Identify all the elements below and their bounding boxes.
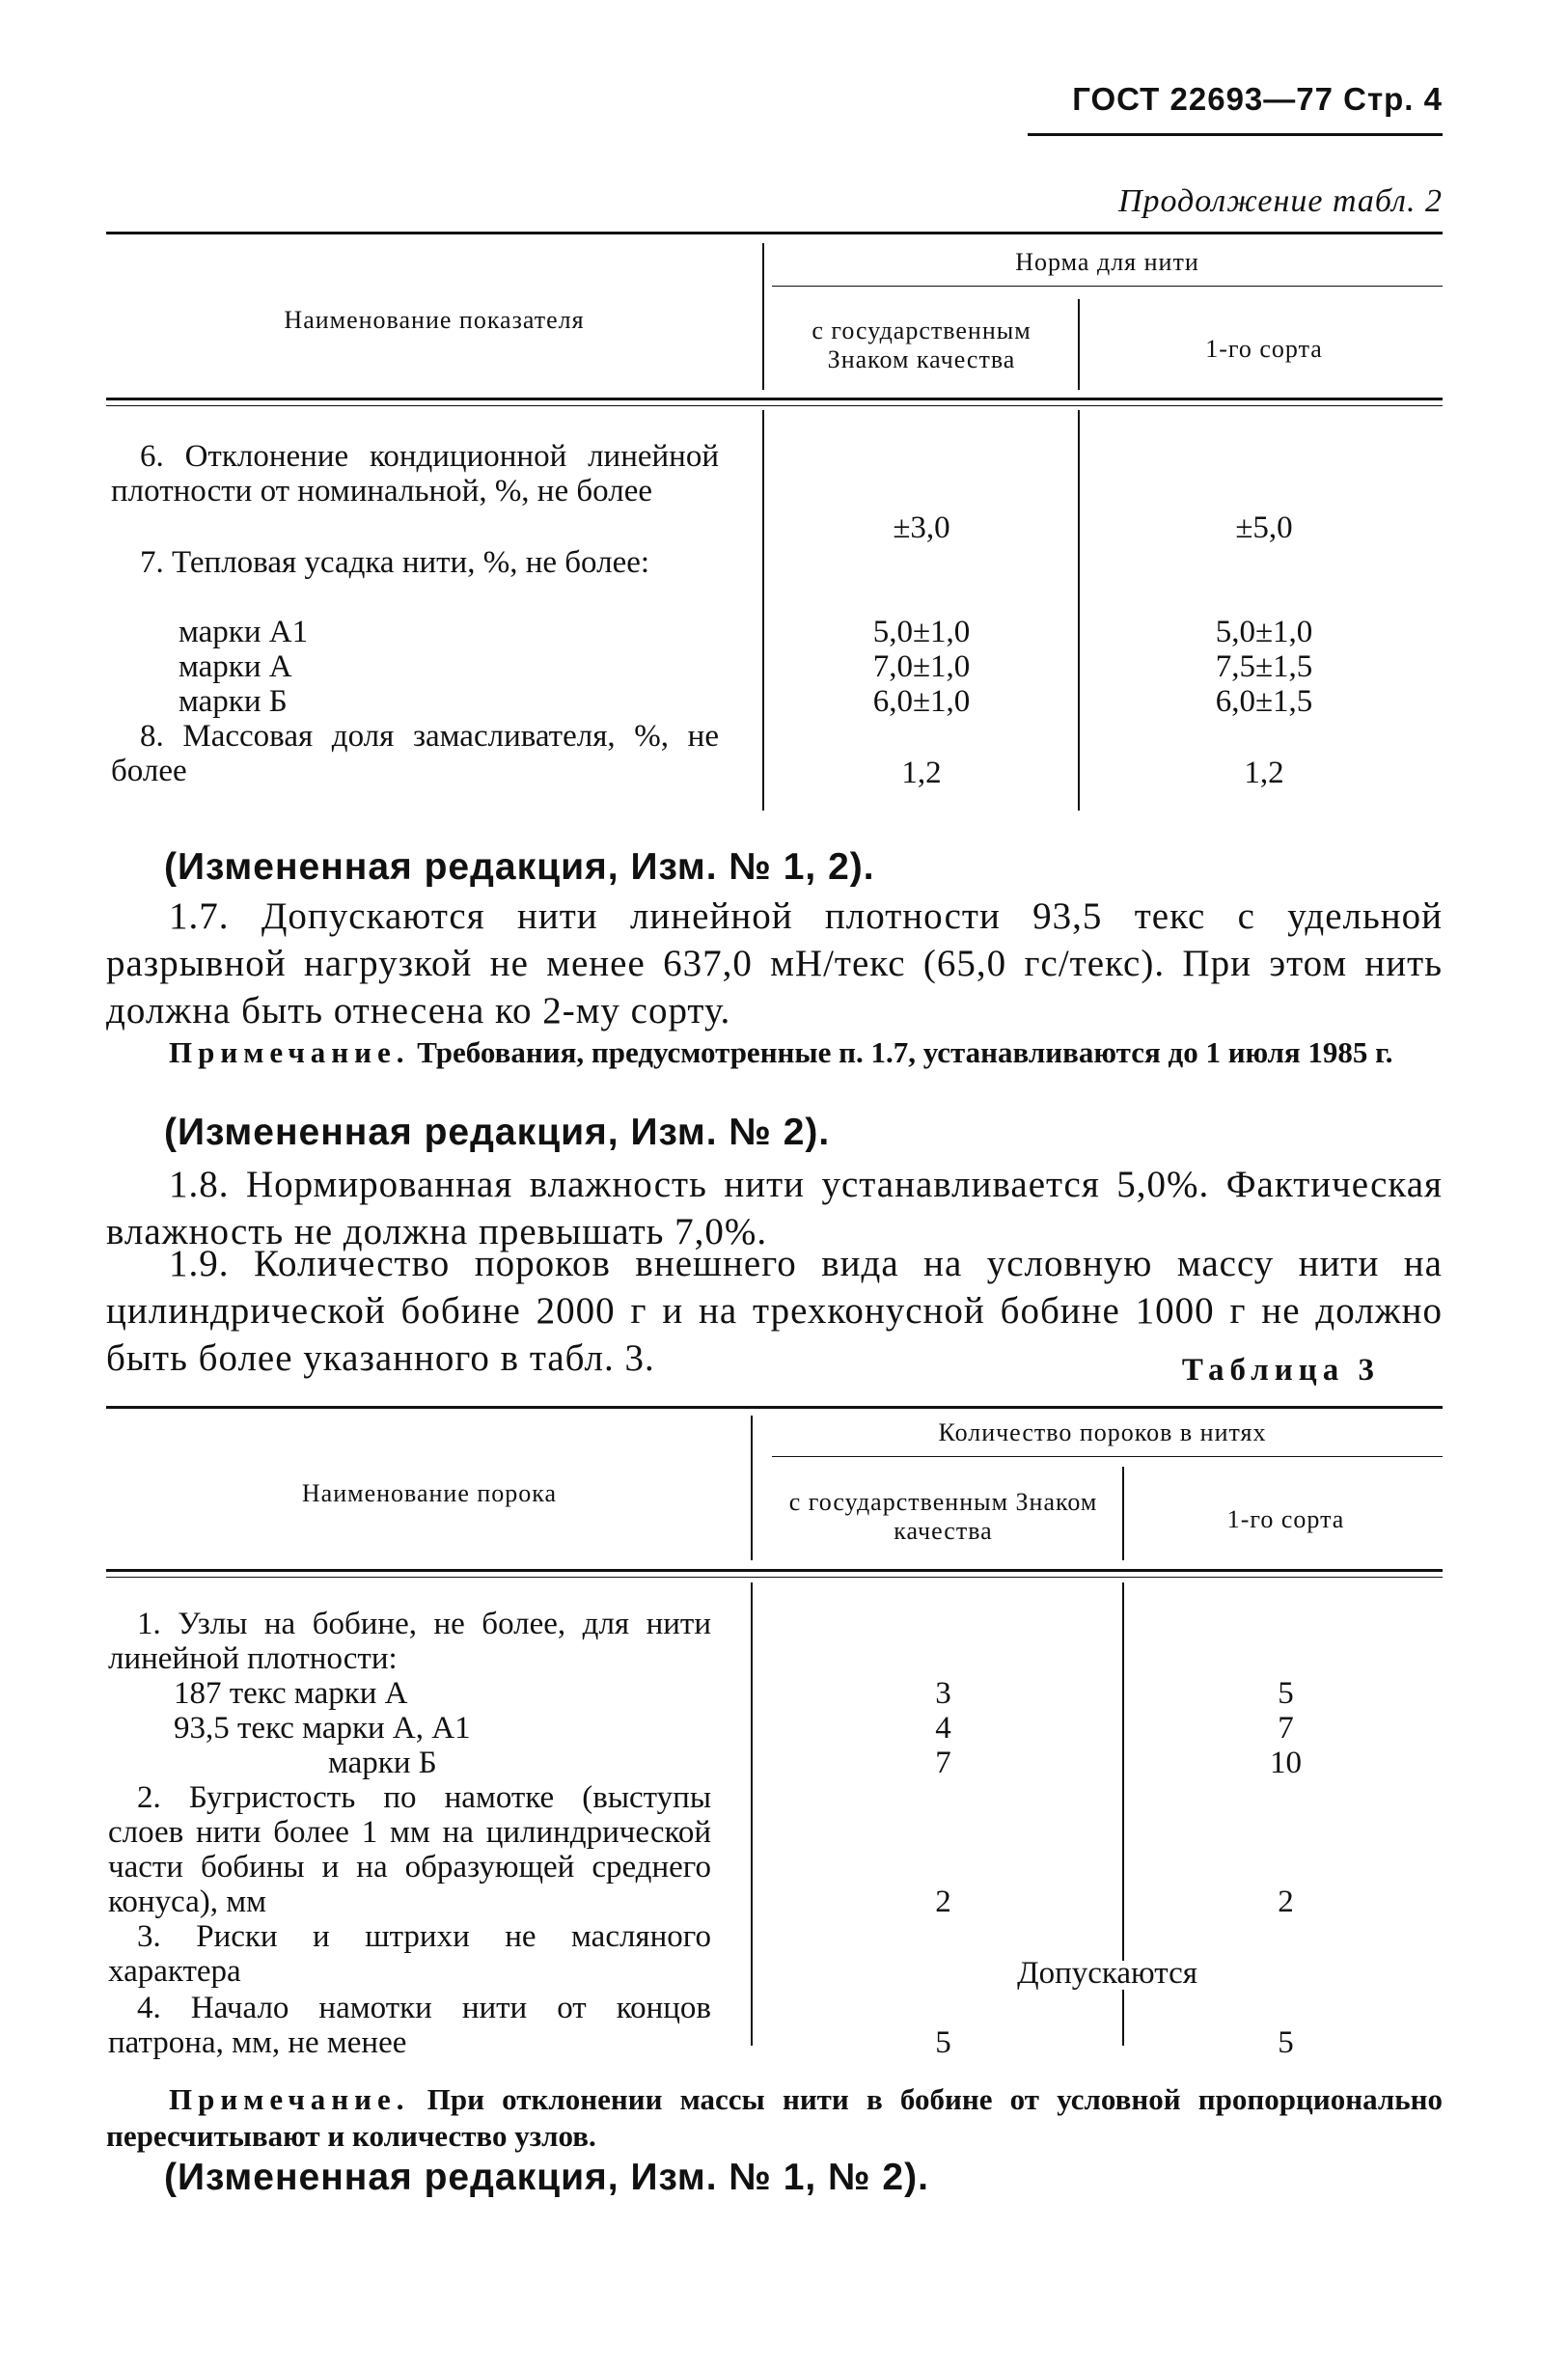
table2-vline-body2 [1078,410,1080,811]
table2-vline-head [762,243,764,390]
table2-vline-sub [1078,299,1080,390]
table2-group-header: Норма для нити [1015,248,1199,276]
table3-row-name: 3. Риски и штрихи не масляного характера [108,1919,711,1989]
table3-vline-body2a [1122,1582,1124,1961]
table3-vline-body1 [751,1582,753,2046]
table2-row-name: 8. Массовая доля замасливателя, %, не более [111,719,719,788]
table2-col-quality: с государственным Знаком качества [812,316,1032,373]
table2-row-grade1: 6,0±1,5 [1215,684,1313,719]
table3-top-rule [106,1406,1443,1409]
note-2-label: Примечание. [169,2082,410,2116]
edit-note-2: (Измененная редакция, Изм. № 2). [164,1112,831,1153]
table3-group-header: Количество пороков в нитях [938,1418,1267,1446]
table3-vline-sub [1122,1467,1124,1560]
table2-row-name: 6. Отклонение кондиционной линейной плотности от номинальной, %, не более [111,439,719,509]
header-rule [1028,133,1443,136]
table2-row-name: марки А [179,649,292,684]
page-header: ГОСТ 22693—77 Стр. 4 [1072,81,1443,117]
edit-note-1: (Измененная редакция, Изм. № 1, 2). [164,846,875,888]
table3-col-grade1: 1-го сорта [1226,1505,1345,1533]
table2-vline-body1 [762,410,764,811]
table3-row-merged: Допускаются [1017,1956,1197,1991]
table3-row-name: 187 текс марки А [174,1676,408,1711]
table2-row-name: 7. Тепловая усадка нити, %, не более: [140,545,650,580]
paragraph-1-8: 1.8. Нормированная влажность нити устанавливается 5,0%. Фактическая влажность не должна превышать 7,0%. [106,1164,1443,1252]
table3-row-name: 93,5 текс марки А, А1 [174,1711,471,1746]
table3-row-quality: 3 [935,1676,951,1711]
table3-row-name: 4. Начало намотки нити от концов патрона, мм, не менее [108,1991,711,2060]
edit-note-3: (Измененная редакция, Изм. № 1, № 2). [164,2157,929,2198]
table3-row-grade1: 5 [1278,1676,1294,1711]
table3-row-grade1: 5 [1278,2025,1294,2060]
table3-label: Таблица 3 [1181,1353,1380,1388]
table3-row-name: 1. Узлы на бобине, не более, для нити линейной плотности: [108,1607,711,1676]
table2-group-rule [772,286,1443,287]
table2-row-grade1: 1,2 [1244,756,1284,790]
table2-row-grade1: ±5,0 [1235,510,1293,545]
table2-row-grade1: 7,5±1,5 [1215,649,1313,684]
table3-vline-head [751,1416,753,1560]
table2-row-grade1: 5,0±1,0 [1215,615,1313,649]
table3-head-rule2 [106,1577,1443,1578]
table2-row-name: марки Б [179,684,288,719]
table3-row-grade1: 2 [1278,1885,1294,1919]
table3-row-quality: 4 [935,1711,951,1746]
table2-row-name: марки А1 [179,615,309,649]
table2-head-rule2 [106,405,1443,406]
table3-row-quality: 2 [935,1885,951,1919]
table2-col-grade1: 1-го сорта [1205,335,1323,363]
note-2-text: При отклонении массы нити в бобине от условной пропорционально пересчитывают и количество узлов. [106,2082,1443,2153]
paragraph-1-9: 1.9. Количество пороков внешнего вида на условную массу нити на цилиндрической бобине 2000 г и на трехконусной бобине 1000 г не должно быть более указанного в табл. 3. [106,1243,1443,1379]
note-1-label: Примечание. [169,1035,410,1069]
table2-row-quality: 5,0±1,0 [872,615,971,649]
note-1-text: Требования, предусмотренные п. 1.7, устанавливаются до 1 июля 1985 г. [417,1035,1393,1069]
table3-row-name: 2. Бугристость по намотке (выступы слоев нити более 1 мм на цилиндрической части бобины и на образующей среднего конуса), мм [108,1780,711,1919]
table3-col-name: Наименование порока [301,1479,558,1507]
table2-continuation: Продолжение табл. 2 [1117,183,1443,219]
table2-row-quality: 6,0±1,0 [872,684,971,719]
note-1 [106,1034,1443,1071]
table2-head-rule [106,398,1443,400]
table2-col-name: Наименование показателя [284,306,585,334]
table3-row-quality: 7 [935,1746,951,1780]
table3-row-grade1: 10 [1270,1746,1302,1780]
note-2 [106,2081,1443,2155]
table2-row-quality: ±3,0 [893,510,950,545]
paragraph-1-7: 1.7. Допускаются нити линейной плотности 93,5 текс с удельной разрывной нагрузкой не менее 637,0 мН/текс (65,0 гс/текс). При этом нить должна быть отнесена ко 2-му сорту. [106,895,1443,1032]
table2-top-rule [106,232,1443,234]
table2-row-quality: 1,2 [901,756,942,790]
table3-row-name: марки Б [328,1746,437,1780]
table3-col-quality: с государственным Знаком качества [788,1488,1098,1545]
table3-group-rule [772,1456,1443,1457]
table3-row-quality: 5 [935,2025,951,2060]
table3-head-rule [106,1569,1443,1572]
table3-vline-body2b [1122,1990,1124,2046]
table3-row-grade1: 7 [1278,1711,1294,1746]
table2-row-quality: 7,0±1,0 [872,649,971,684]
